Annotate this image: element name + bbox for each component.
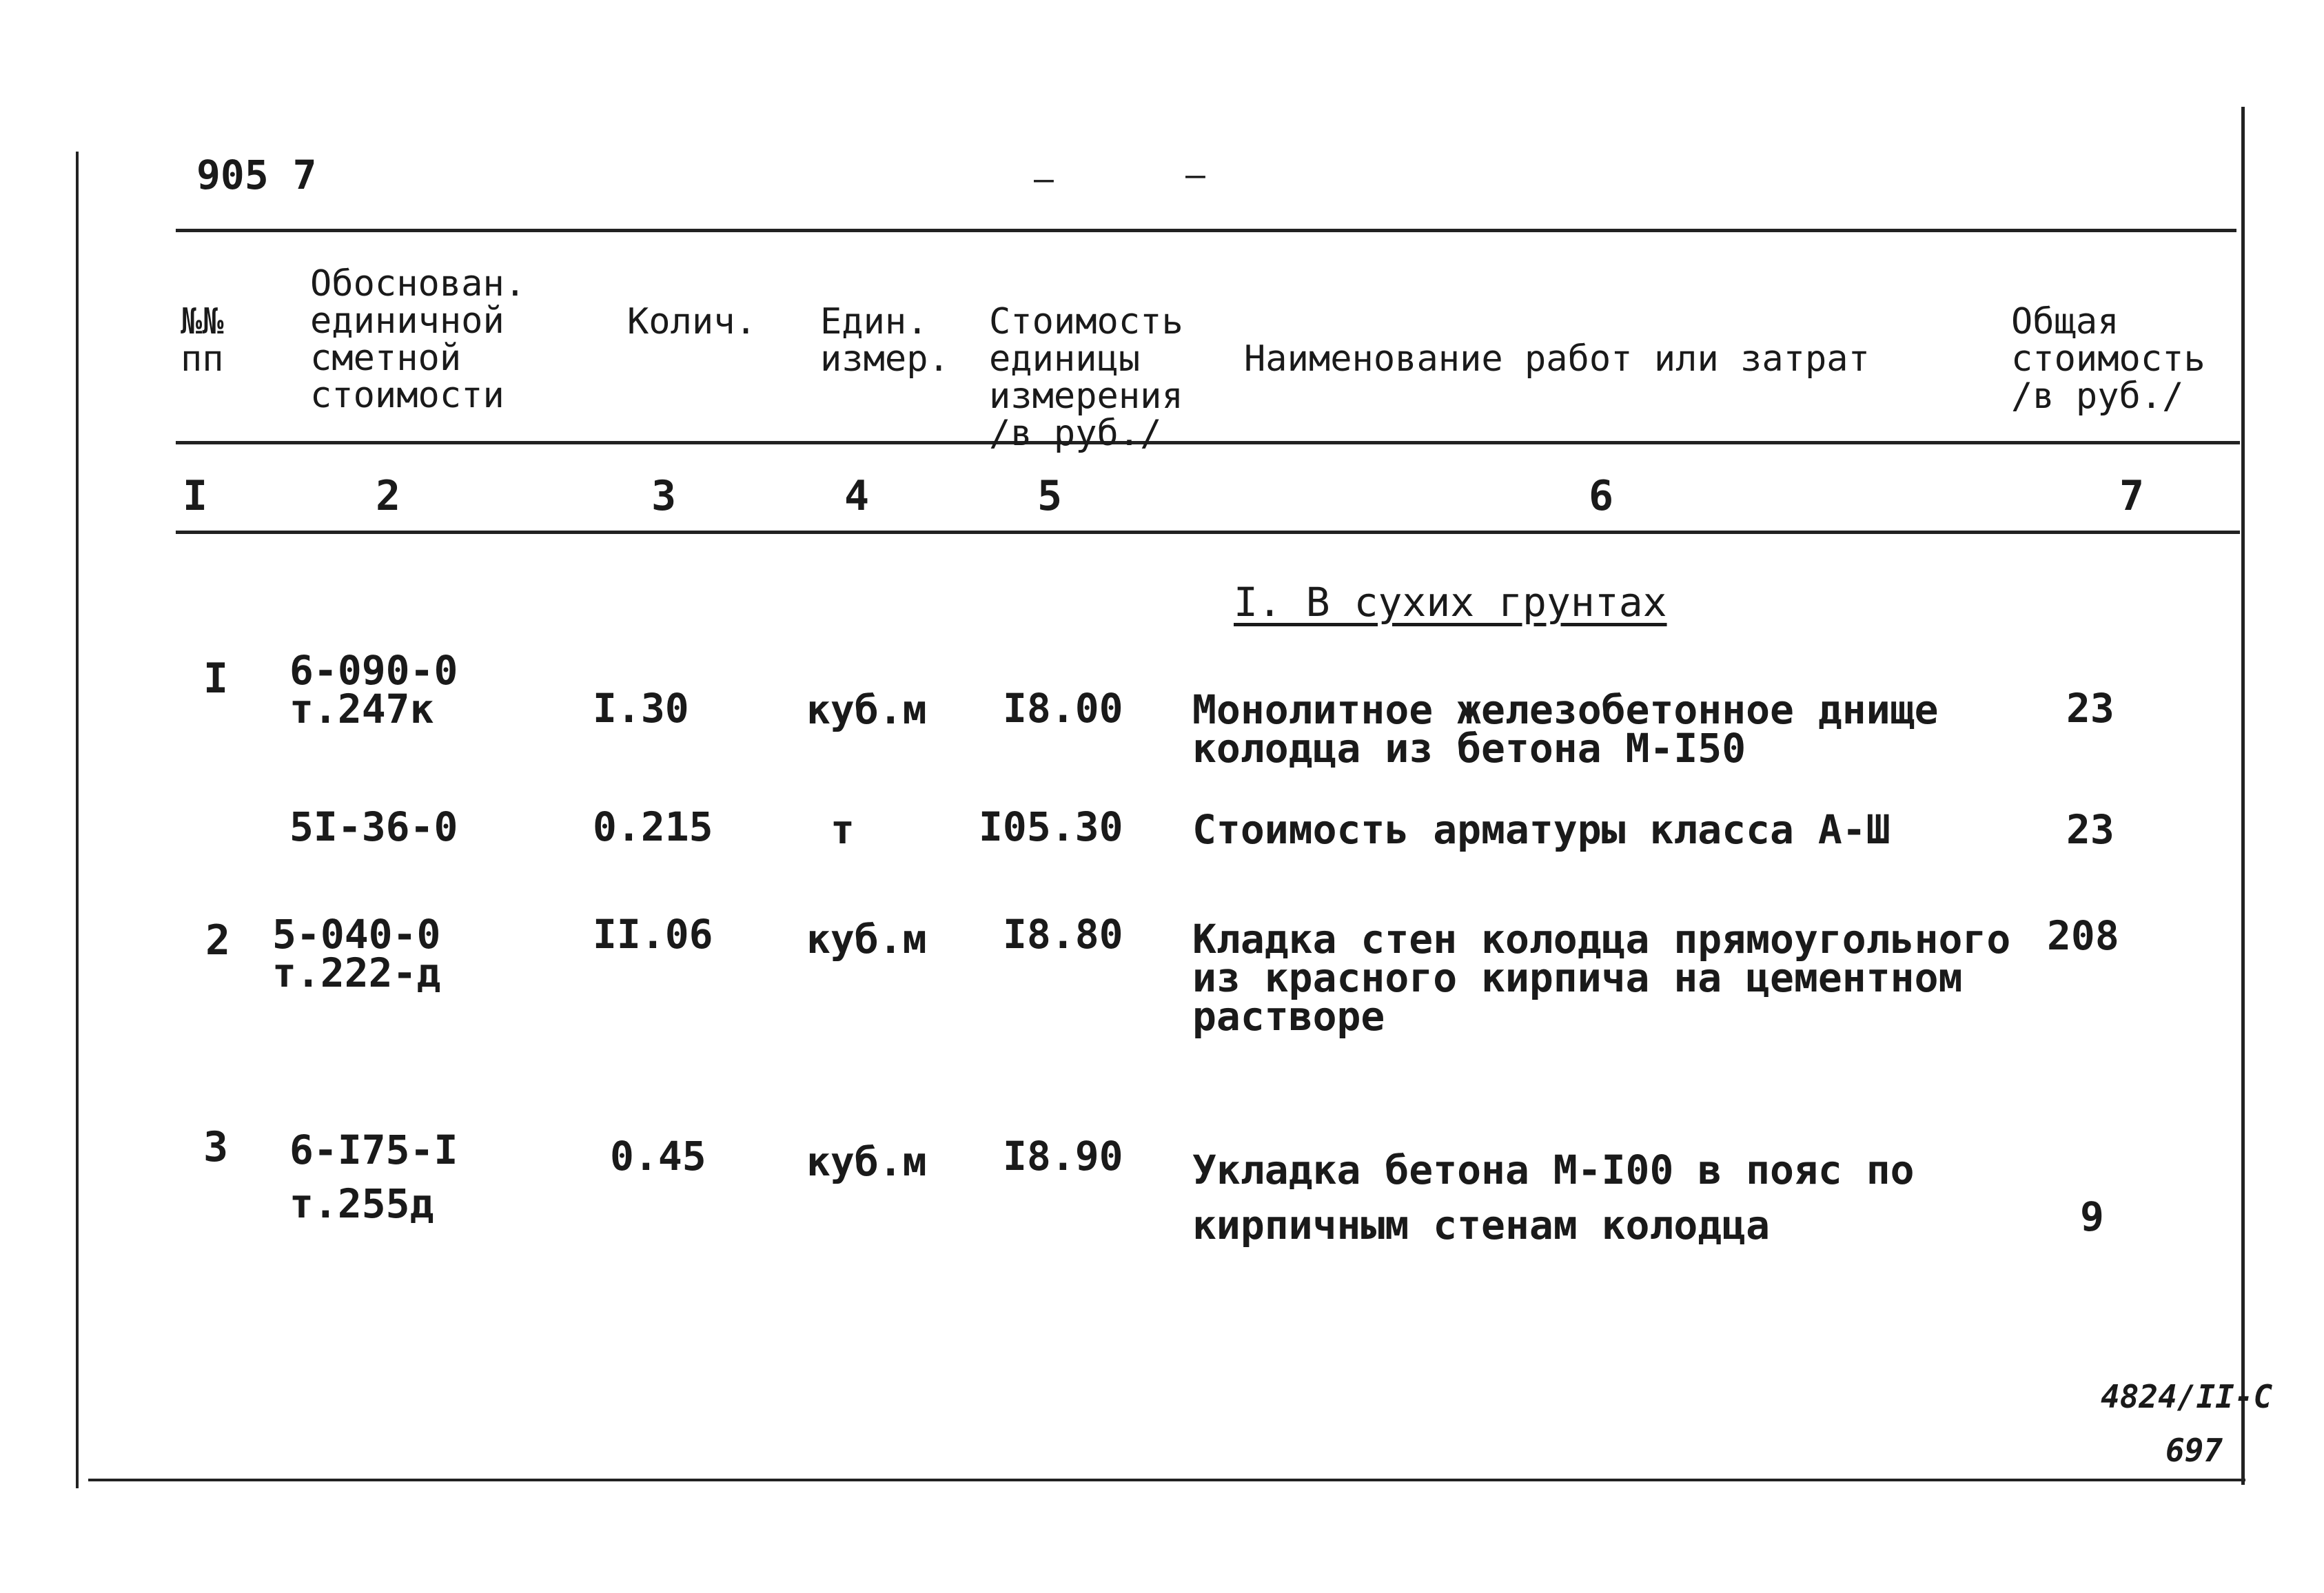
row-4-total: 9 — [2080, 1193, 2104, 1240]
column-number-2: 2 — [376, 472, 401, 520]
row-3-unit: куб.м — [806, 916, 927, 963]
header-quantity: Колич. — [627, 301, 757, 342]
row-1-unit: куб.м — [806, 686, 927, 733]
row-3-quantity: II.06 — [593, 911, 713, 958]
row-4-number: 3 — [203, 1123, 229, 1171]
row-2-work-name: Стоимость арматуры класса А-Ш — [1192, 806, 1890, 853]
column-number-3: 3 — [651, 472, 677, 520]
header-basis: Обоснован. единичной сметной стоимости — [310, 263, 527, 416]
header-bottom-line — [176, 441, 2240, 444]
row-1-total: 23 — [2066, 685, 2114, 732]
row-1-number: I — [203, 655, 229, 703]
header-total: Общая стоимость /в руб./ — [2011, 301, 2205, 417]
row-2-unit: т — [830, 806, 855, 853]
row-4-work-name: Укладка бетона М-I00 в пояс по кирпичным стенам колодца — [1192, 1147, 1915, 1248]
column-number-5: 5 — [1037, 472, 1063, 520]
stamp-number: 4824/II-C — [2101, 1378, 2273, 1415]
row-1-work-name: Монолитное железобетонное днище колодца из бетона М-I50 — [1192, 686, 1939, 772]
row-1-unit-price: I8.00 — [1003, 685, 1123, 732]
column-numbers-bottom-line — [176, 531, 2240, 534]
row-2-unit-price: I05.30 — [979, 803, 1123, 850]
row-4-unit: куб.м — [806, 1138, 927, 1185]
page-dash-2: – — [1185, 156, 1205, 194]
header-top-line — [176, 229, 2236, 232]
row-3-number: 2 — [205, 916, 231, 965]
row-3-work-name: Кладка стен колодца прямоугольного из красного кирпича на цементном растворе — [1192, 916, 2011, 1040]
row-3-basis: 5-040-0 т.222-д — [272, 911, 441, 996]
row-2-total: 23 — [2066, 806, 2114, 853]
header-number: №№ пп — [181, 301, 224, 380]
section-title: I. В сухих грунтах — [1234, 579, 1667, 626]
left-border-line — [76, 152, 79, 1488]
bottom-border-line — [88, 1479, 2245, 1481]
column-number-7: 7 — [2119, 472, 2145, 520]
row-1-basis: 6-090-0 т.247к — [289, 647, 458, 732]
row-2-basis: 5I-36-0 — [289, 803, 458, 850]
row-4-quantity: 0.45 — [610, 1133, 706, 1180]
stamp-page-number: 697 — [2165, 1432, 2223, 1469]
row-4-unit-price: I8.90 — [1003, 1133, 1123, 1180]
right-border-line — [2241, 107, 2245, 1485]
page-code: 905 7 — [196, 152, 317, 198]
row-3-unit-price: I8.80 — [1003, 911, 1123, 958]
header-unit-price: Стоимость единицы измерения /в руб./ — [989, 301, 1183, 454]
row-2-quantity: 0.215 — [593, 803, 713, 850]
column-number-1: I — [183, 472, 208, 520]
header-unit: Един. измер. — [820, 301, 950, 380]
row-4-basis: 6-I75-I т.255д — [289, 1127, 458, 1227]
page-dash-1: – — [1034, 160, 1054, 198]
column-number-4: 4 — [844, 472, 870, 520]
row-1-quantity: I.30 — [593, 685, 689, 732]
row-3-total: 208 — [2047, 912, 2119, 959]
column-number-6: 6 — [1589, 472, 1614, 520]
header-work-name: Наименование работ или затрат — [1244, 338, 1870, 380]
